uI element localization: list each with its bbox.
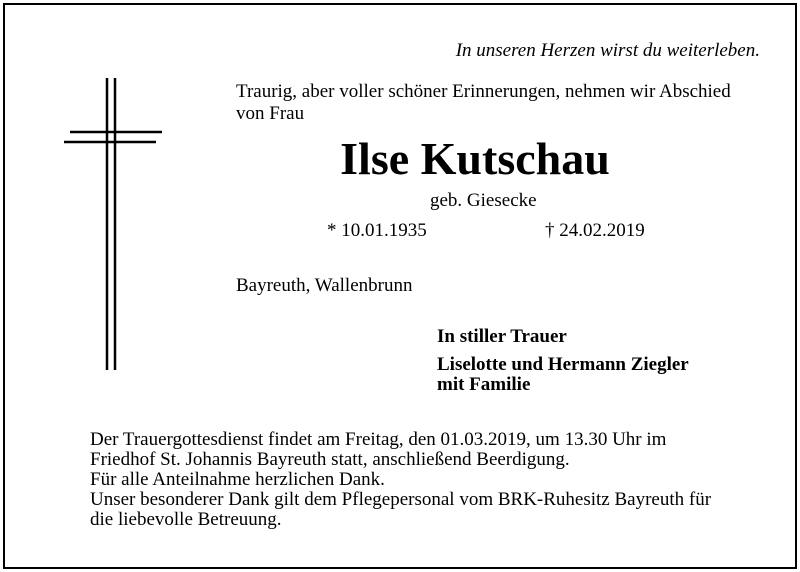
intro-line-1: Traurig, aber voller schöner Erinnerungen, nehmen wir Abschied bbox=[236, 81, 731, 102]
mourning-heading: In stiller Trauer bbox=[437, 326, 567, 347]
death-date: † 24.02.2019 bbox=[545, 220, 645, 241]
notes-line-5: die liebevolle Betreuung. bbox=[90, 509, 282, 530]
place: Bayreuth, Wallenbrunn bbox=[236, 275, 413, 296]
birth-date: * 10.01.1935 bbox=[327, 220, 427, 241]
mourners-line-2: mit Familie bbox=[437, 374, 531, 395]
notes-line-4: Unser besonderer Dank gilt dem Pflegepersonal vom BRK-Ruhesitz Bayreuth für bbox=[90, 489, 712, 510]
intro-text bbox=[236, 81, 776, 125]
mourners bbox=[437, 355, 689, 395]
service-notes bbox=[90, 430, 711, 530]
notes-line-2: Friedhof St. Johannis Bayreuth statt, anschließend Beerdigung. bbox=[90, 449, 570, 470]
intro-line-2: von Frau bbox=[236, 103, 305, 124]
mourners-line-1: Liselotte und Hermann Ziegler bbox=[437, 354, 689, 375]
notes-line-1: Der Trauergottesdienst findet am Freitag, den 01.03.2019, um 13.30 Uhr im bbox=[90, 429, 667, 450]
motto: In unseren Herzen wirst du weiterleben. bbox=[455, 40, 760, 61]
deceased-name: Ilse Kutschau bbox=[340, 133, 610, 184]
notes-line-3: Für alle Anteilnahme herzlichen Dank. bbox=[90, 469, 385, 490]
cross-icon bbox=[60, 78, 170, 370]
born-name: geb. Giesecke bbox=[430, 190, 537, 211]
